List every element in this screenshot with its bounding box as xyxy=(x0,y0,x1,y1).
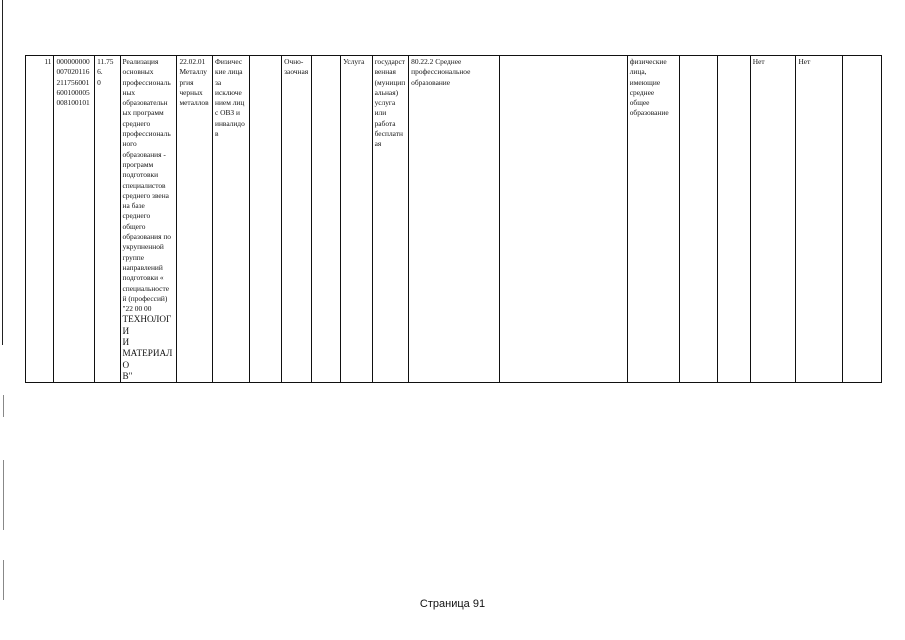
table-row xyxy=(26,56,882,383)
specialty-cell: 22.02.01 Металлу ргия черных металлов xyxy=(177,56,213,383)
provider-type-cell: государст венная (муницип альная) услуга или работа бесплатн ая xyxy=(372,56,409,383)
flag-cell: Нет xyxy=(796,56,843,383)
registry-code: 000000000 007020116 211756001 600100005 008100101 xyxy=(54,56,95,383)
service-content-cell xyxy=(120,56,177,383)
service-registry-table xyxy=(25,55,882,383)
row-number: 11 xyxy=(26,56,54,383)
empty-cell xyxy=(718,56,751,383)
service-content-text: Реализация основных профессиональ ных образовательн ых программ среднего профессиональ ного образования - программ подготовки специалистов среднего звена на базе среднего общего образования по укрупненной группе направлений подготовки « специальносте й (профессий) "22 00 00 xyxy=(122,57,171,314)
scan-artifact xyxy=(3,560,4,600)
empty-cell xyxy=(311,56,340,383)
okved-cell: 80.22.2 Среднее профессиональное образование xyxy=(409,56,499,383)
service-content-caps: ТЕХНОЛОГИ И МАТЕРИАЛО В" xyxy=(122,314,173,381)
empty-cell xyxy=(843,56,882,383)
scan-artifact xyxy=(3,460,4,530)
category-cell: Физичес кие лица за исключе нием лиц с ОВЗ и инвалидо в xyxy=(213,56,250,383)
empty-cell xyxy=(679,56,718,383)
consumers-cell: физические лица, имеющие среднее общее образование xyxy=(627,56,679,383)
flag-cell: Нет xyxy=(750,56,796,383)
page-number: Страница 91 xyxy=(419,598,486,610)
scan-artifact xyxy=(3,395,4,417)
empty-cell xyxy=(249,56,282,383)
code-cell: 11.756. 0 xyxy=(95,56,120,383)
empty-cell xyxy=(499,56,627,383)
form-cell: Очно- заочная xyxy=(282,56,311,383)
type-cell: Услуга xyxy=(341,56,373,383)
page-left-border xyxy=(2,0,3,345)
